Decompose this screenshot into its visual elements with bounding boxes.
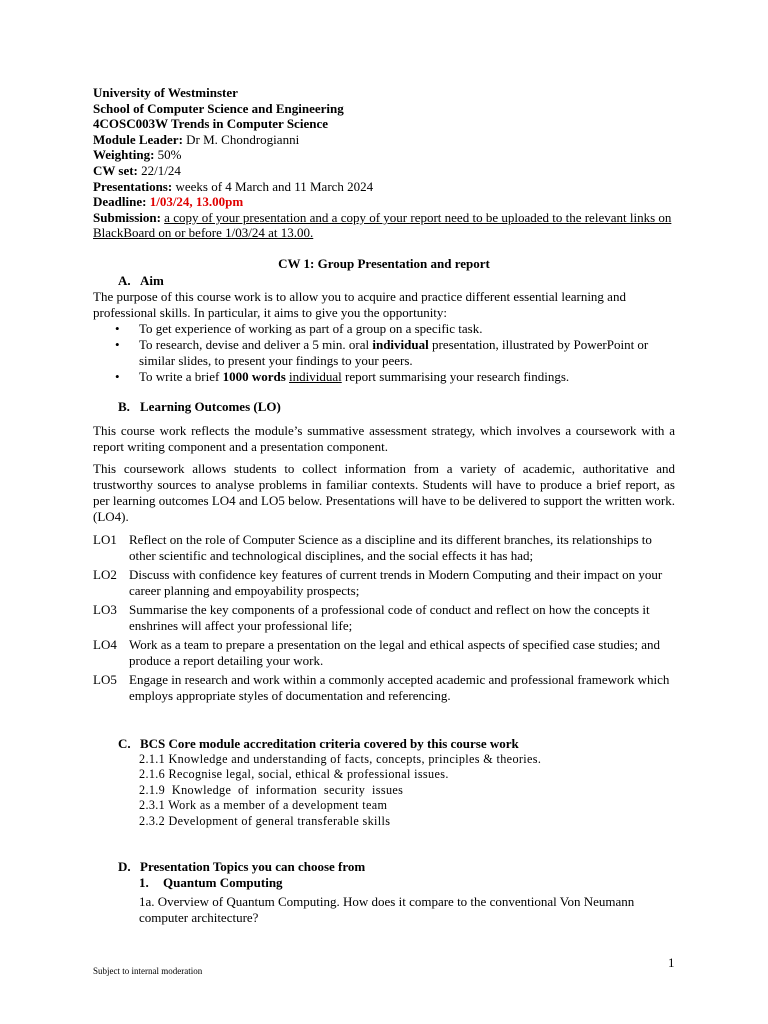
- criteria-list: [93, 752, 675, 830]
- section-c-heading: C. BCS Core module accreditation criteria covered by this course work: [118, 735, 519, 751]
- list-item: LO4 Work as a team to prepare a presentation on the legal and ethical aspects of specified case studies; and produce a report detailing your work.: [93, 636, 661, 668]
- coursework-title: CW 1: Group Presentation and report: [278, 255, 490, 271]
- aim-intro: The purpose of this course work is to allow you to acquire and practice different essential learning and professional skills. In particular, it aims to give you the opportunity:: [93, 288, 626, 320]
- list-item: • To write a brief 1000 words individual report summarising your research findings.: [115, 368, 570, 384]
- module-name: 4COSC003W Trends in Computer Science: [93, 116, 328, 132]
- aim-bullet-list: [93, 321, 675, 385]
- lo-paragraph-2: This coursework allows students to collect information from a variety of academic, authoritative and trustworthy sources to analyse problems in familiar contexts. Students will have to produce a brief report, as per learning outcomes LO4 and LO5 below. Presentations will have to be delivered to support the written work.(LO4).: [93, 460, 675, 524]
- school-name: School of Computer Science and Engineering: [93, 100, 344, 116]
- topic-1-heading: 1. Quantum Computing: [139, 875, 283, 891]
- list-item: 2.3.2 Development of general transferable skills: [139, 813, 391, 828]
- university-name: University of Westminster: [93, 85, 238, 100]
- weighting-line: Weighting: 50%: [93, 147, 182, 163]
- list-item: LO1 Reflect on the role of Computer Science as a discipline and its different branches, its relationships to other scientific and technological disciplines, and the social effects it has had;: [93, 531, 652, 563]
- list-item: • To research, devise and deliver a 5 min. oral individual presentation, illustrated by PowerPoint or similar slides, to present your findings to your peers.: [115, 336, 649, 368]
- list-item: 2.1.9 Knowledge of information security issues: [139, 782, 404, 797]
- list-item: • To get experience of working as part of a group on a specific task.: [115, 320, 483, 336]
- list-item: 2.3.1 Work as a member of a development team: [139, 798, 388, 813]
- section-d-heading: D. Presentation Topics you can choose from: [118, 859, 366, 875]
- cw-set-line: CW set: 22/1/24: [93, 162, 181, 178]
- page-number: 1: [668, 955, 675, 970]
- footer-note: Subject to internal moderation: [93, 966, 203, 976]
- list-item: LO5 Engage in research and work within a commonly accepted academic and professional framework which employs appropriate styles of documentation and referencing.: [93, 671, 670, 703]
- list-item: 2.1.1 Knowledge and understanding of facts, concepts, principles & theories.: [139, 751, 542, 766]
- document-page: [93, 85, 675, 926]
- module-leader-line: Module Leader: Dr M. Chondrogianni: [93, 131, 300, 147]
- list-item: LO2 Discuss with confidence key features of current trends in Modern Computing and their impact on your career planning and empoyability prospects;: [93, 566, 663, 598]
- deadline-line: Deadline: 1/03/24, 13.00pm: [93, 194, 244, 210]
- lo-paragraph-1: This course work reflects the module’s summative assessment strategy, which involves a coursework with a report writing component and a presentation component.: [93, 422, 675, 454]
- section-b-heading: B. Learning Outcomes (LO): [118, 398, 281, 414]
- topic-1-description: 1a. Overview of Quantum Computing. How does it compare to the conventional Von Neumann computer architecture?: [139, 894, 635, 926]
- list-item: LO3 Summarise the key components of a professional code of conduct and reflect on how the concepts it enshrines will affect your professional life;: [93, 601, 650, 633]
- presentations-line: Presentations: weeks of 4 March and 11 March 2024: [93, 178, 374, 194]
- document-header: [93, 85, 675, 241]
- section-a-heading: A. Aim: [118, 272, 164, 288]
- list-item: 2.1.6 Recognise legal, social, ethical & professional issues.: [139, 767, 449, 782]
- deadline-value: 1/03/24, 13.00pm: [146, 194, 244, 210]
- learning-outcomes-list: [93, 532, 675, 704]
- submission-line: Submission: a copy of your presentation and a copy of your report need to be uploaded to the relevant links on BlackBoard on or before 1/03/24 at 13.00.: [93, 209, 672, 241]
